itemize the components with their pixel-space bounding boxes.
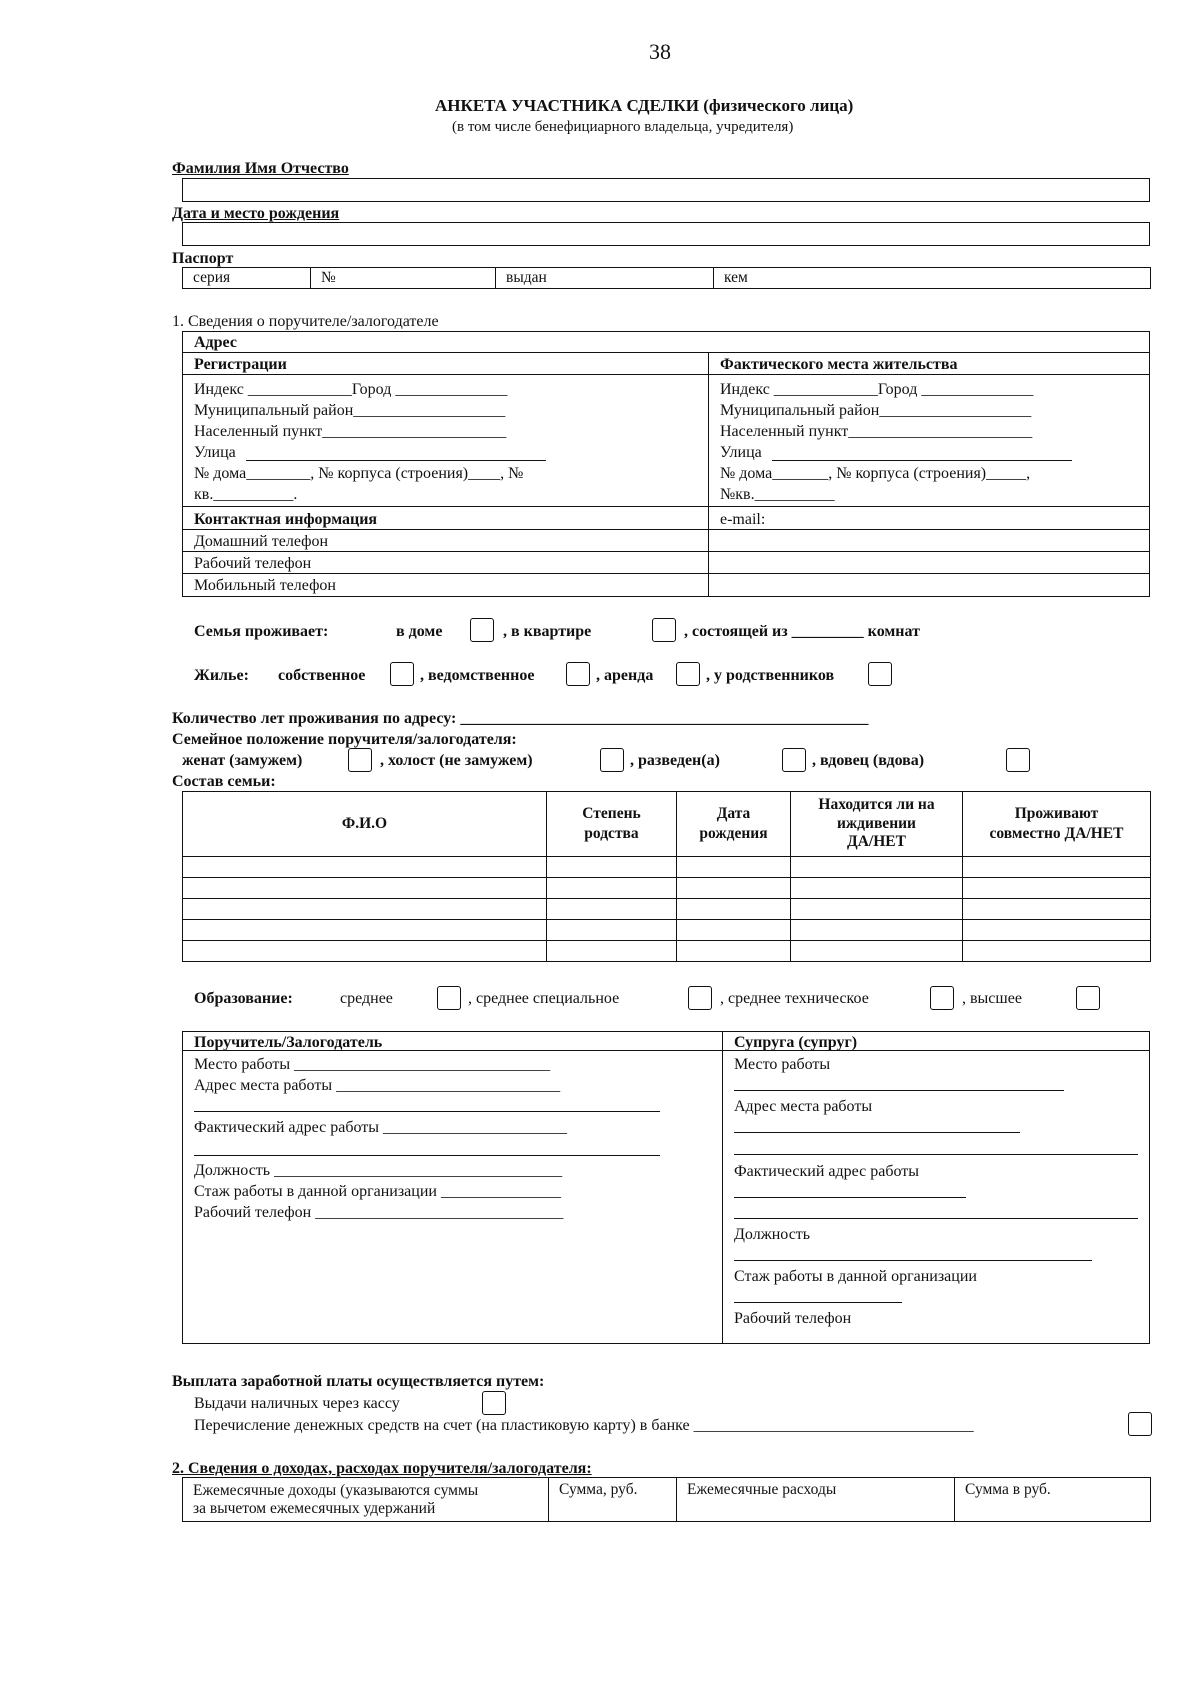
cash-checkbox[interactable] [482,1391,506,1415]
passport-label: Паспорт [172,250,234,267]
act-street-label: Улица [720,444,762,461]
widowed-label: , вдовец (вдова) [812,752,925,769]
family-cell[interactable] [183,899,547,920]
family-cell[interactable] [791,941,963,962]
left-position[interactable]: Должность ____________________________________ [194,1162,563,1179]
reg-district[interactable]: Муниципальный район___________________ [194,402,506,419]
family-cell[interactable] [183,857,547,878]
fio-field[interactable] [182,178,1150,202]
table-row [183,941,1151,962]
family-cell[interactable] [183,878,547,899]
family-cell[interactable] [963,899,1151,920]
family-cell[interactable] [547,941,677,962]
contact-heading: Контактная информация [194,511,378,528]
address-block [182,331,1150,597]
reg-apt[interactable]: кв.__________. [194,486,298,503]
sum-in-rub-header: Сумма в руб. [965,1481,1051,1498]
income-table [182,1477,1151,1522]
family-h-dep-2: иждивении [837,814,916,832]
sum-in-rub-header-cell [955,1478,1151,1522]
email-label: e-mail: [720,511,766,528]
in-apartment-label: , в квартире [503,623,592,640]
reg-street-label: Улица [194,444,236,461]
table-row [183,920,1151,941]
column-divider [708,352,709,597]
registration-heading: Регистрации [194,356,287,373]
family-cell[interactable] [963,878,1151,899]
divorced-label: , разведен(а) [630,752,720,769]
income-h-1: Ежемесячные доходы (указываются суммы [193,1481,479,1499]
family-cell[interactable] [963,857,1151,878]
marital-label: Семейное положение поручителя/залогодателя: [172,731,517,748]
own-checkbox[interactable] [390,662,414,686]
family-h-live-1: Проживают [1014,804,1099,822]
family-h-live-2: совместно ДА/НЕТ [989,825,1124,842]
married-checkbox[interactable] [348,748,372,772]
special-label: , среднее специальное [468,990,620,1007]
right-experience-line[interactable] [734,1302,902,1303]
right-experience: Стаж работы в данной организации [734,1268,977,1285]
family-h-birth-2: рождения [699,825,768,842]
right-actual-address-line[interactable] [734,1197,966,1198]
transfer-label[interactable]: Перечисление денежных средств на счет (на пластиковую карту) в банке ___________________________________ [194,1417,974,1434]
fio-label: Фамилия Имя Отчество [172,160,349,177]
family-cell[interactable] [791,899,963,920]
passport-series-label: серия [193,269,231,286]
family-h-degree-2: родства [584,825,639,842]
right-actual-address: Фактический адрес работы [734,1163,920,1180]
family-cell[interactable] [963,920,1151,941]
divider [182,573,1150,574]
section2-heading: 2. Сведения о доходах, расходах поручителя/залогодателя: [172,1460,592,1477]
birth-field[interactable] [182,222,1150,246]
table-row [183,857,1151,878]
family-table-header [183,792,1151,857]
family-h-dep-1: Находится ли на [818,796,935,814]
technical-label: , среднее техническое [720,990,869,1007]
own-label: собственное [278,667,366,684]
section1-heading: 1. Сведения о поручителе/залогодателе [172,313,439,330]
passport-by-label: кем [724,269,748,286]
higher-checkbox[interactable] [1076,986,1100,1010]
single-checkbox[interactable] [600,748,624,772]
actual-residence-heading: Фактического места жительства [720,356,958,373]
expenses-header: Ежемесячные расходы [687,1481,837,1498]
reg-house[interactable]: № дома________, № корпуса (строения)____, № [194,465,524,482]
secondary-label: среднее [340,990,393,1007]
right-work-address: Адрес места работы [734,1098,873,1115]
family-cell[interactable] [547,857,677,878]
right-position-line[interactable] [734,1260,1092,1261]
family-cell[interactable] [963,941,1151,962]
divider [182,529,1150,530]
passport-series-field[interactable] [183,268,311,289]
form-subtitle: (в том числе бенефициарного владельца, учредителя) [452,119,794,135]
departmental-checkbox[interactable] [566,662,590,686]
work-left-heading: Поручитель/Залогодатель [194,1034,383,1051]
divider [182,551,1150,552]
left-experience[interactable]: Стаж работы в данной организации _______________ [194,1183,561,1200]
right-work-address-line2[interactable] [734,1154,1138,1155]
act-locality[interactable]: Населенный пункт_______________________ [720,423,1033,440]
relatives-label: , у родственников [706,667,835,684]
family-composition-label: Состав семьи: [172,773,276,790]
act-street-line[interactable] [772,460,1072,461]
rent-checkbox[interactable] [676,662,700,686]
family-cell[interactable] [183,941,547,962]
birth-label: Дата и место рождения [172,205,340,222]
act-district[interactable]: Муниципальный район___________________ [720,402,1032,419]
left-actual-address[interactable]: Фактический адрес работы _______________________ [194,1119,568,1136]
family-h-dep-3: ДА/НЕТ [847,833,906,851]
divider [182,352,1150,353]
reg-locality[interactable]: Населенный пункт_______________________ [194,423,507,440]
right-position: Должность [734,1226,811,1243]
left-work-address[interactable]: Адрес места работы ____________________________ [194,1077,561,1094]
passport-number-label: № [321,269,336,286]
act-index-city[interactable]: Индекс _____________Город ______________ [720,381,1034,398]
family-cell[interactable] [677,899,791,920]
sum-rub-header-cell [549,1478,677,1522]
family-cell[interactable] [547,920,677,941]
family-cell[interactable] [677,920,791,941]
page-number: 38 [649,39,671,64]
income-header-cell [183,1478,549,1522]
married-label: женат (замужем) [182,752,303,769]
salary-label: Выплата заработной платы осуществляется путем: [172,1373,545,1390]
transfer-checkbox[interactable] [1128,1412,1152,1436]
reg-index-city[interactable]: Индекс _____________Город ______________ [194,381,508,398]
right-workplace-line[interactable] [734,1090,1064,1091]
address-heading: Адрес [194,334,237,351]
passport-number-field[interactable] [311,268,496,289]
in-apartment-checkbox[interactable] [652,618,676,642]
housing-label: Жилье: [194,667,249,684]
special-checkbox[interactable] [688,986,712,1010]
divider [182,506,1150,507]
departmental-label: , ведомственное [420,667,535,684]
reg-street-line[interactable] [246,460,546,461]
technical-checkbox[interactable] [930,986,954,1010]
family-cell[interactable] [791,857,963,878]
left-actual-address-line2[interactable] [194,1155,660,1156]
single-label: , холост (не замужем) [380,752,533,769]
work-divider [722,1031,723,1344]
work-phone-label: Рабочий телефон [194,555,312,572]
family-cell[interactable] [547,878,677,899]
passport-issued-label: выдан [506,269,547,286]
right-work-phone: Рабочий телефон [734,1310,852,1327]
expenses-header-cell [677,1478,955,1522]
in-house-checkbox[interactable] [470,618,494,642]
sum-rub-header: Сумма, руб. [559,1481,638,1498]
mobile-phone-label: Мобильный телефон [194,577,336,594]
years-label[interactable]: Количество лет проживания по адресу: ___________________________________________________ [172,710,869,727]
left-work-address-line2[interactable] [194,1111,660,1112]
family-cell[interactable] [791,878,963,899]
form-title: АНКЕТА УЧАСТНИКА СДЕЛКИ (физического лица) [435,96,854,115]
family-h-degree-1: Степень [582,804,641,822]
family-cell[interactable] [183,920,547,941]
relatives-checkbox[interactable] [868,662,892,686]
rooms-label: , состоящей из _________ комнат [684,623,920,640]
divider [182,374,1150,375]
work-right-heading: Супруга (супруг) [734,1034,858,1051]
passport-issued-field[interactable] [496,268,714,289]
table-row [183,899,1151,920]
family-lives-label: Семья проживает: [194,623,329,640]
family-cell[interactable] [791,920,963,941]
right-work-address-line[interactable] [734,1132,1020,1133]
act-apt[interactable]: №кв.__________ [720,486,835,503]
right-workplace: Место работы [734,1056,831,1073]
higher-label: , высшее [962,990,1022,1007]
right-actual-address-line2[interactable] [734,1218,1138,1219]
passport-by-field[interactable] [714,268,1151,289]
family-cell[interactable] [547,899,677,920]
divorced-checkbox[interactable] [782,748,806,772]
home-phone-label: Домашний телефон [194,533,329,550]
passport-table [182,267,1151,289]
family-cell[interactable] [677,941,791,962]
left-workplace[interactable]: Место работы ________________________________ [194,1056,551,1073]
family-cell[interactable] [677,857,791,878]
rent-label: , аренда [596,667,654,684]
family-h-birth-1: Дата [716,804,751,822]
secondary-checkbox[interactable] [437,986,461,1010]
family-cell[interactable] [677,878,791,899]
left-work-phone[interactable]: Рабочий телефон _______________________________ [194,1204,564,1221]
act-house[interactable]: № дома_______, № корпуса (строения)_____, [720,465,1031,482]
family-table [182,791,1151,962]
cash-label: Выдачи наличных через кассу [194,1395,400,1412]
family-h-fio: Ф.И.О [341,815,388,832]
income-h-2: за вычетом ежемесячных удержаний [193,1499,436,1517]
in-house-label: в доме [396,623,443,640]
table-row [183,878,1151,899]
education-label: Образование: [194,990,293,1007]
widowed-checkbox[interactable] [1006,748,1030,772]
